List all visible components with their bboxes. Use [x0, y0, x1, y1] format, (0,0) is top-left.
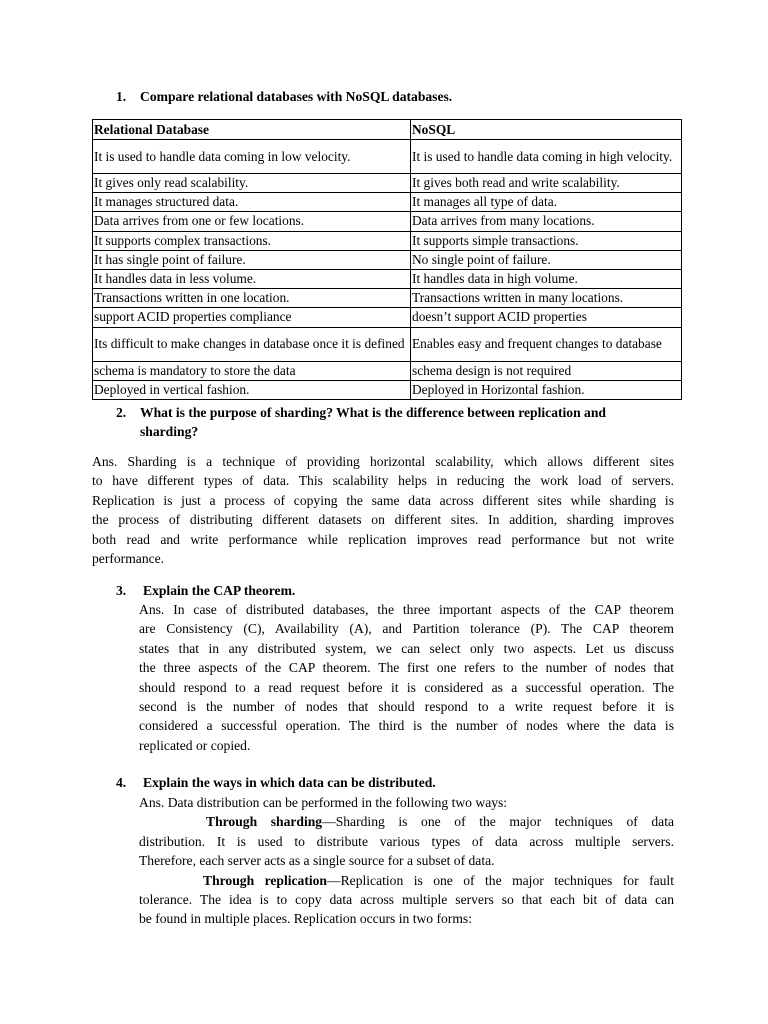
answer-line: distribution. It is used to distribute various types of data across multiple servers.	[139, 833, 674, 849]
table-cell: It gives only read scalability.	[93, 174, 411, 193]
answer-line: Therefore, each server acts as a single source for a subset of data.	[139, 853, 495, 869]
question-3-answer	[139, 600, 674, 755]
table-cell: support ACID properties compliance	[93, 308, 411, 327]
table-cell: Transactions written in one location.	[93, 289, 411, 308]
answer-line: be found in multiple places. Replication occurs in two forms:	[139, 911, 472, 927]
replication-text: —Replication is one of the major techniques for fault	[327, 872, 674, 888]
answer-line: are Consistency (C), Availability (A), and Partition tolerance (P). The CAP theorem	[139, 621, 674, 637]
table-row	[93, 193, 682, 212]
table-row	[93, 308, 682, 327]
answer-line: Ans. In case of distributed databases, the three important aspects of the CAP theorem	[139, 602, 674, 617]
table-header-relational: Relational Database	[93, 120, 411, 140]
answer-line: should respond to a read request before it is considered as a successful operation. The	[139, 679, 674, 695]
table-row	[93, 361, 682, 380]
answer-line: performance.	[92, 551, 165, 567]
question-4-number: 4.	[116, 775, 127, 790]
question-2-answer	[92, 452, 674, 568]
table-cell: It manages all type of data.	[411, 193, 682, 212]
table-cell: Data arrives from many locations.	[411, 212, 682, 231]
question-1-title: Compare relational databases with NoSQL databases.	[140, 89, 453, 104]
table-row	[93, 174, 682, 193]
question-2-heading	[116, 403, 676, 443]
sharding-line-1	[139, 812, 674, 831]
answer-line: second is the number of nodes that should respond to a write request before it is	[139, 699, 674, 715]
table-cell: doesn’t support ACID properties	[411, 308, 682, 327]
table-cell: schema is mandatory to store the data	[93, 361, 411, 380]
answer-line: tolerance. The idea is to copy data across multiple servers so that each bit of data can	[139, 892, 674, 908]
table-cell: It manages structured data.	[93, 193, 411, 212]
answer-line: considered a successful operation. The third is the number of nodes where the data is	[139, 718, 674, 734]
table-cell: Deployed in vertical fashion.	[93, 380, 411, 399]
table-cell: Deployed in Horizontal fashion.	[411, 380, 682, 399]
table-row	[93, 250, 682, 269]
answer-line: the process of distributing different datasets on different sites. In addition, sharding improves	[92, 512, 674, 528]
table-cell: It is used to handle data coming in low velocity.	[93, 140, 411, 174]
question-2-number: 2.	[116, 405, 127, 420]
answer-line: to have different types of data. This scalability helps in reducing the work load of servers.	[92, 473, 674, 489]
table-row	[93, 212, 682, 231]
table-cell: It has single point of failure.	[93, 250, 411, 269]
answer-intro: Ans. Data distribution can be performed in the following two ways:	[139, 795, 508, 810]
table-row	[93, 140, 682, 174]
sharding-text: —Sharding is one of the major techniques of data	[322, 814, 675, 830]
table-cell: No single point of failure.	[411, 250, 682, 269]
question-4-title: Explain the ways in which data can be distributed.	[143, 775, 436, 790]
question-2-title-line-2: sharding?	[140, 424, 199, 439]
answer-line: states that in any distributed system, we can select only two aspects. Let us discuss	[139, 640, 674, 656]
answer-line: the three aspects of the CAP theorem. The first one refers to the number of nodes that	[139, 660, 674, 676]
table-cell: It handles data in less volume.	[93, 269, 411, 288]
answer-line: both read and write performance while replication improves read performance but not write	[92, 531, 674, 547]
table-cell: Enables easy and frequent changes to database	[411, 327, 682, 361]
table-cell: It supports simple transactions.	[411, 231, 682, 250]
table-row	[93, 289, 682, 308]
table-cell: It handles data in high volume.	[411, 269, 682, 288]
table-cell: It is used to handle data coming in high velocity.	[411, 140, 682, 174]
answer-line: Replication is just a process of copying the same data across different sites while sharding is	[92, 492, 674, 508]
table-row	[93, 231, 682, 250]
question-1-number: 1.	[116, 89, 127, 104]
comparison-table	[92, 119, 682, 400]
sharding-term: Through sharding	[206, 814, 323, 830]
table-header-nosql: NoSQL	[411, 120, 682, 140]
table-row	[93, 380, 682, 399]
question-2-title-line-1: What is the purpose of sharding? What is the difference between replication and	[140, 405, 606, 420]
table-cell: Data arrives from one or few locations.	[93, 212, 411, 231]
table-cell: Its difficult to make changes in database once it is defined	[93, 327, 411, 361]
table-cell: It gives both read and write scalability.	[411, 174, 682, 193]
table-cell: Transactions written in many locations.	[411, 289, 682, 308]
table-row	[93, 327, 682, 361]
question-4-answer	[139, 793, 674, 929]
question-3-number: 3.	[116, 583, 127, 598]
table-row	[93, 269, 682, 288]
answer-line: replicated or copied.	[139, 737, 251, 753]
replication-term: Through replication	[203, 872, 327, 888]
table-cell: schema design is not required	[411, 361, 682, 380]
question-3-title: Explain the CAP theorem.	[143, 583, 296, 598]
replication-line-1	[139, 871, 674, 890]
table-cell: It supports complex transactions.	[93, 231, 411, 250]
answer-line: Ans. Sharding is a technique of providing horizontal scalability, which allows different sites	[92, 454, 674, 469]
